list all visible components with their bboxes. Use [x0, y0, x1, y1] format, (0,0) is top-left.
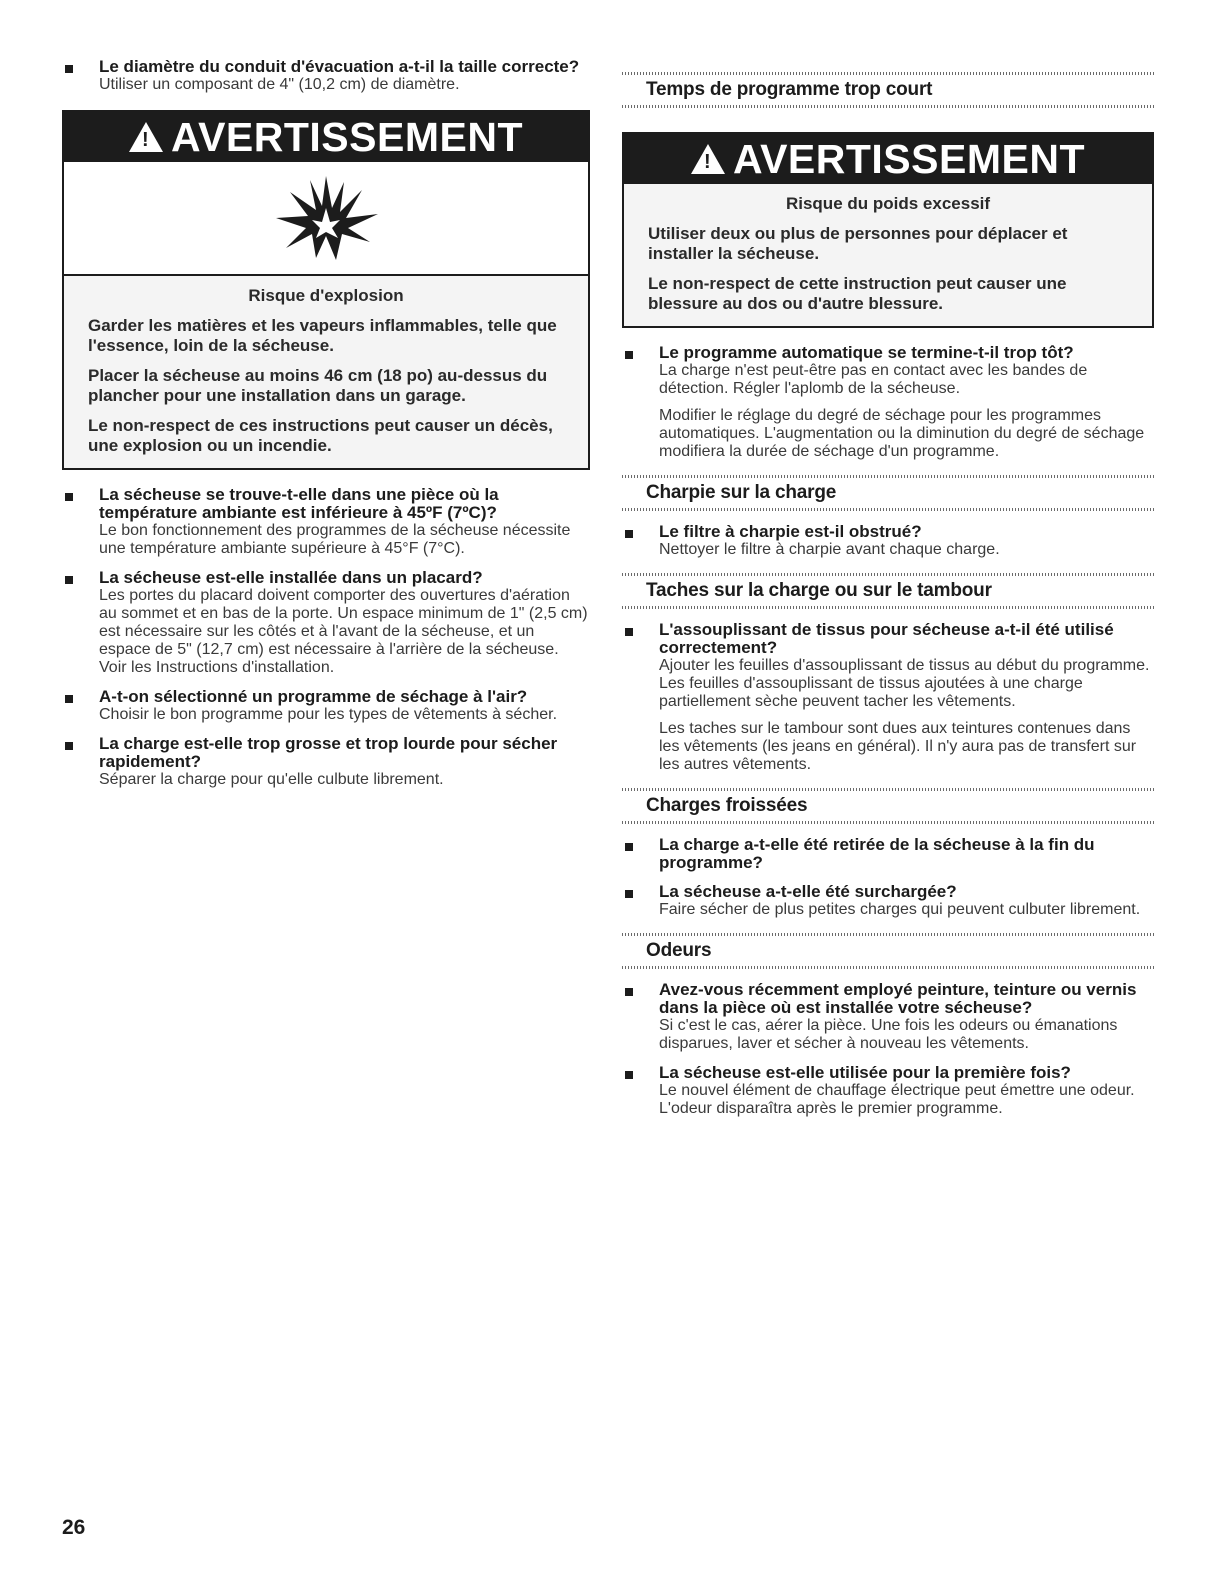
page-number: 26	[62, 1516, 86, 1539]
bullet-icon	[625, 1071, 633, 1079]
warning-body	[64, 276, 588, 468]
warning-banner	[624, 134, 1152, 184]
answer-text: Utiliser un composant de 4" (10,2 cm) de diamètre.	[99, 76, 460, 93]
warning-banner	[64, 112, 588, 162]
bullet-icon	[65, 493, 73, 501]
question-text: Le diamètre du conduit d'évacuation a-t-il la taille correcte?	[99, 57, 580, 76]
question-text: La sécheuse est-elle utilisée pour la première fois?	[659, 1063, 1071, 1082]
answer-text: La charge n'est peut-être pas en contact avec les bandes de détection. Régler l'aplomb de la sécheuse.	[659, 362, 1088, 397]
bullet-icon	[625, 988, 633, 996]
answer-extra-text: Modifier le réglage du degré de séchage pour les programmes automatiques. L'augmentation ou la diminution du degré de séchage modifiera la durée de séchage d'un programme.	[659, 407, 1145, 460]
bullet-icon	[625, 530, 633, 538]
question-text: La sécheuse a-t-elle été surchargée?	[659, 882, 957, 901]
warning-box-weight	[622, 132, 1154, 328]
answer-text: Les portes du placard doivent comporter des ouvertures d'aération au sommet et en bas de la porte. Un espace minimum de 1" (2,5 cm) est nécessaire sur les côtés et à l'avant de la sécheuse, et un espace de 5" (12,7 cm) est nécessaire à l'arrière de la sécheuse. Voir les Instructions d'installation.	[99, 587, 588, 676]
list-item	[622, 981, 1154, 1053]
warning-triangle-icon: !	[691, 144, 725, 174]
bullet-icon	[65, 695, 73, 703]
answer-extra-text: Les taches sur le tambour sont dues aux teintures contenues dans les vêtements (les jeans en général). Il n'y aura pas de transfert sur les autres vêtements.	[659, 720, 1137, 773]
answer-text: Ajouter les feuilles d'assouplissant de tissus au début du programme. Les feuilles d'assouplissant de tissus ajoutées à une charge partiellement sèche peuvent tacher les vêtements.	[659, 657, 1150, 710]
section-title: Odeurs	[646, 940, 712, 961]
answer-text: Nettoyer le filtre à charpie avant chaque charge.	[659, 541, 1000, 558]
section-title: Charpie sur la charge	[646, 482, 837, 503]
list-item	[62, 486, 590, 558]
question-text: L'assouplissant de tissus pour sécheuse a-t-il été utilisé correctement?	[659, 620, 1114, 657]
warning-box-explosion	[62, 110, 590, 470]
warning-triangle-icon: !	[129, 122, 163, 152]
question-text: La sécheuse se trouve-t-elle dans une pièce où la température ambiante est inférieure à 45ºF (7ºC)?	[99, 485, 499, 522]
list-item	[622, 344, 1154, 461]
section-title: Temps de programme trop court	[646, 79, 933, 100]
bullet-icon	[625, 890, 633, 898]
right-column	[622, 72, 1154, 1129]
warning-banner-text: AVERTISSEMENT	[733, 136, 1085, 182]
bullet-icon	[65, 65, 73, 73]
explosion-icon	[266, 168, 386, 268]
divider	[622, 508, 1154, 511]
warning-paragraph: Utiliser deux ou plus de personnes pour déplacer et installer la sécheuse.	[648, 224, 1068, 263]
question-text: La charge a-t-elle été retirée de la sécheuse à la fin du programme?	[659, 835, 1095, 872]
bullet-icon	[65, 576, 73, 584]
answer-text: Séparer la charge pour qu'elle culbute librement.	[99, 771, 444, 788]
warning-paragraph: Le non-respect de ces instructions peut causer un décès, une explosion ou un incendie.	[88, 416, 553, 455]
warning-paragraph: Le non-respect de cette instruction peut causer une blessure au dos ou d'autre blessure.	[648, 274, 1067, 313]
list-item	[62, 58, 590, 94]
answer-text: Le bon fonctionnement des programmes de la sécheuse nécessite une température ambiante supérieure à 45°F (7°C).	[99, 522, 571, 557]
question-text: La sécheuse est-elle installée dans un placard?	[99, 568, 483, 587]
list-item	[622, 836, 1154, 872]
answer-text: Le nouvel élément de chauffage électrique peut émettre une odeur. L'odeur disparaîtra après le premier programme.	[659, 1082, 1135, 1117]
divider	[622, 105, 1154, 108]
answer-text: Faire sécher de plus petites charges qui peuvent culbuter librement.	[659, 901, 1141, 918]
bullet-icon	[625, 843, 633, 851]
section-title: Taches sur la charge ou sur le tambour	[646, 580, 992, 601]
list-item	[62, 688, 590, 724]
bullet-icon	[625, 351, 633, 359]
list-item	[622, 523, 1154, 559]
question-text: Le filtre à charpie est-il obstrué?	[659, 522, 922, 541]
explosion-icon-area	[64, 162, 588, 276]
question-text: Le programme automatique se termine-t-il trop tôt?	[659, 343, 1074, 362]
warning-banner-text: AVERTISSEMENT	[171, 114, 523, 160]
warning-paragraph: Garder les matières et les vapeurs inflammables, telle que l'essence, loin de la sécheuse.	[88, 316, 557, 355]
bullet-icon	[65, 742, 73, 750]
warning-title: Risque du poids excessif	[785, 194, 991, 213]
answer-text: Choisir le bon programme pour les types de vêtements à sécher.	[99, 706, 558, 723]
bullet-icon	[625, 628, 633, 636]
question-text: Avez-vous récemment employé peinture, teinture ou vernis dans la pièce où est installée votre sécheuse?	[659, 980, 1137, 1017]
warning-title: Risque d'explosion	[248, 286, 404, 305]
list-item	[62, 569, 590, 677]
list-item	[622, 883, 1154, 919]
divider	[622, 966, 1154, 969]
list-item	[62, 735, 590, 789]
answer-text: Si c'est le cas, aérer la pièce. Une fois les odeurs ou émanations disparues, laver et sécher à nouveau les vêtements.	[659, 1017, 1118, 1052]
list-item	[622, 1064, 1154, 1118]
left-column	[62, 58, 590, 800]
question-text: La charge est-elle trop grosse et trop lourde pour sécher rapidement?	[99, 734, 558, 771]
warning-body	[624, 184, 1152, 326]
warning-paragraph: Placer la sécheuse au moins 46 cm (18 po) au-dessus du plancher pour une installation dans un garage.	[88, 366, 548, 405]
list-item	[622, 621, 1154, 774]
section-title: Charges froissées	[646, 795, 808, 816]
divider	[622, 606, 1154, 609]
question-text: A-t-on sélectionné un programme de séchage à l'air?	[99, 687, 528, 706]
divider	[622, 821, 1154, 824]
